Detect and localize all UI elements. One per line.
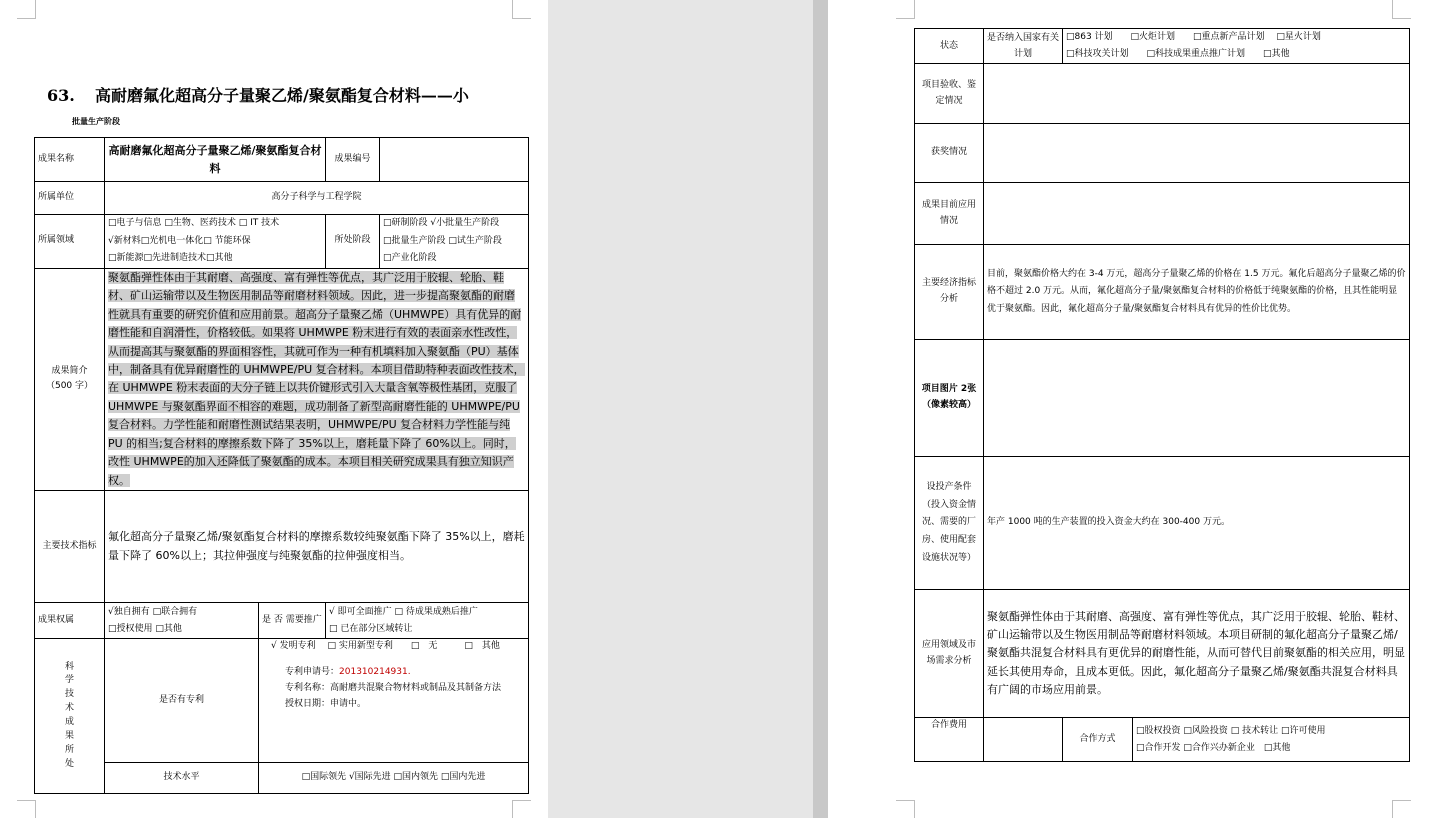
- ownership-label: 成果权属: [35, 603, 105, 639]
- tech-indicator-text: 氟化超高分子量聚乙烯/聚氨酯复合材料的摩擦系数较纯聚氨酯下降了 35%以上，磨耗量下降了 60%以上；其拉伸强度与纯聚氨酯的拉伸强度相当。: [105, 491, 529, 603]
- coop-options[interactable]: □股权投资 □风险投资 □ 技术转让 □许可使用 □合作开发 □合作兴办新企业 □其他: [1133, 718, 1410, 762]
- heading-number: 63.: [47, 86, 75, 105]
- vertical-label: 科 学 技 术 成 果 所 处: [35, 639, 105, 794]
- patent-options[interactable]: √ 发明专利 □ 实用新型专利 □ 无 □ 其他: [271, 641, 500, 652]
- stage-options[interactable]: □研制阶段 √小批量生产阶段 □批量生产阶段 □试生产阶段 □产业化阶段: [380, 215, 529, 269]
- unit-value: 高分子科学与工程学院: [105, 182, 529, 215]
- crop-mark: [896, 800, 915, 818]
- tech-level-options[interactable]: □国际领先 √国际先进 □国内领先 □国内先进: [259, 763, 529, 794]
- crop-mark: [512, 800, 531, 818]
- coop-cost-label: 合作费用: [915, 718, 984, 762]
- promote-label: 是 否 需要推广: [259, 603, 326, 639]
- economic-label: 主要经济指标分析: [915, 245, 984, 340]
- document-page-1: [0, 0, 548, 818]
- award-value[interactable]: [984, 124, 1410, 183]
- economic-text: 目前，聚氨酯价格大约在 3-4 万元，超高分子量聚乙烯的价格在 1.5 万元。氟化后超高分子量聚乙烯的价格不超过 2.0 万元。从而，氟化超高分子量/聚氨酯复合材料的价格低于纯聚氨酯的价格，且其性能明显优于聚氨酯。因此，氟化超高分子量/聚氨酯复合材料具有优异的性价比优势。: [984, 245, 1410, 340]
- page-gap-right: [813, 0, 828, 818]
- invest-text: 年产 1000 吨的生产装置的投入资金大约在 300-400 万元。: [984, 457, 1410, 590]
- page-gap-left: [548, 0, 813, 818]
- patent-details: [259, 639, 529, 763]
- achievement-no-value[interactable]: [380, 138, 529, 182]
- patent-name: 专利名称：高耐磨共混聚合物材料或制品及其制备方法: [285, 682, 502, 693]
- acceptance-label: 项目验收、鉴定情况: [915, 64, 984, 124]
- field-options[interactable]: □电子与信息 □生物、医药技术 □ IT 技术 √新材料□光机电一体化□ 节能环保 □新能源□先进制造技术□其他: [105, 215, 326, 269]
- crop-mark: [896, 0, 915, 19]
- patent-label: 是否有专利: [105, 639, 259, 763]
- photo-area[interactable]: [984, 340, 1410, 457]
- summary-text: 聚氨酯弹性体由于其耐磨、高强度、富有弹性等优点，其广泛用于胶辊、轮胎、鞋材、矿山运输带以及生物医用制品等耐磨材料领域。因此，进一步提高聚氨酯的耐磨性就具有重要的研究价值和应用前景。超高分子量聚乙烯（UHMWPE）具有优异的耐磨性能和自润滑性，价格较低。如果将 UHMWPE 粉末进行有效的表面亲水性改性，从而提高其与聚氨酯的界面相容性，其就可作为一种有机填料加入聚氨酯（PU）基体中，制备具有优异耐磨性的 UHMWPE/PU 复合材料。本项目借助特种表面改性技术，在 UHMWPE 粉末表面的大分子链上以共价键形式引入大量含氧等极性基团，克服了 UHMWPE 与聚氨酯界面不相容的难题，成功制备了新型高耐磨性能的 UHMWPE/PU 复合材料。力学性能和耐磨性测试结果表明，UHMWPE/PU 复合材料力学性能与纯 PU 的相当;复合材料的摩擦系数下降了 35%以上，磨耗量下降了 60%以上。同时，改性 UHMWPE的加入还降低了聚氨酯的成本。本项目相关研究成果具有独立知识产权。: [105, 268, 529, 491]
- invest-label: 设投产条件（投入资金情况、需要的厂房、使用配套设施状况等）: [915, 457, 984, 590]
- summary-label: 成果简介 （500 字）: [35, 268, 105, 491]
- patent-date: 授权日期：申请中。: [285, 698, 367, 709]
- national-plan-label: 是否纳入国家有关计划: [984, 29, 1063, 64]
- ownership-options[interactable]: √独自拥有 □联合拥有 □授权使用 □其他: [105, 603, 259, 639]
- tech-indicator-label: 主要技术指标: [35, 491, 105, 603]
- stage-label: 所处阶段: [326, 215, 380, 269]
- crop-mark: [17, 0, 36, 19]
- heading-continuation: 批量生产阶段: [72, 117, 120, 126]
- achievement-no-label: 成果编号: [326, 138, 380, 182]
- market-text: 聚氨酯弹性体由于其耐磨、高强度、富有弹性等优点，其广泛用于胶辊、轮胎、鞋材、矿山运输带以及生物医用制品等耐磨材料领域。本项目研制的氟化超高分子量聚乙烯/聚氨酯共混复合材料具有更优异的耐磨性能，从而可替代目前聚氨酯的相关应用，明显延长其使用寿命，且成本更低。因此，氟化超高分子量聚乙烯/聚氨酯共混复合材料具有广阔的市场应用前景。: [984, 590, 1410, 718]
- status-label: 状态: [915, 29, 984, 64]
- achievement-table: [34, 137, 529, 794]
- acceptance-value[interactable]: [984, 64, 1410, 124]
- photo-label: 项目图片 2张（像素较高）: [915, 340, 984, 457]
- project-table: [914, 28, 1410, 762]
- achievement-name: 高耐磨氟化超高分子量聚乙烯/聚氨酯复合材料: [105, 138, 326, 182]
- unit-label: 所属单位: [35, 182, 105, 215]
- heading-title: 高耐磨氟化超高分子量聚乙烯/聚氨酯复合材料——小: [95, 86, 469, 105]
- crop-mark: [1392, 800, 1411, 818]
- market-label: 应用领域及市场需求分析: [915, 590, 984, 718]
- coop-cost-value[interactable]: [984, 718, 1063, 762]
- crop-mark: [17, 800, 36, 818]
- award-label: 获奖情况: [915, 124, 984, 183]
- application-label: 成果目前应用情况: [915, 183, 984, 245]
- achievement-name-label: 成果名称: [35, 138, 105, 182]
- section-heading: [47, 83, 469, 106]
- promote-options[interactable]: √ 即可全面推广 □ 待成果成熟后推广 □ 已在部分区域转让: [326, 603, 529, 639]
- crop-mark: [1392, 0, 1411, 19]
- plan-options[interactable]: □863 计划 □火炬计划 □重点新产品计划 □星火计划 □科技攻关计划 □科技成果重点推广计划 □其他: [1063, 29, 1410, 64]
- tech-level-label: 技术水平: [105, 763, 259, 794]
- document-page-3: [828, 0, 1440, 818]
- crop-mark: [512, 0, 531, 19]
- field-label: 所属领域: [35, 215, 105, 269]
- patent-application-number: 201310214931.: [339, 667, 411, 678]
- application-value[interactable]: [984, 183, 1410, 245]
- patent-application: 专利申请号：201310214931.: [285, 667, 411, 678]
- coop-mode-label: 合作方式: [1063, 718, 1133, 762]
